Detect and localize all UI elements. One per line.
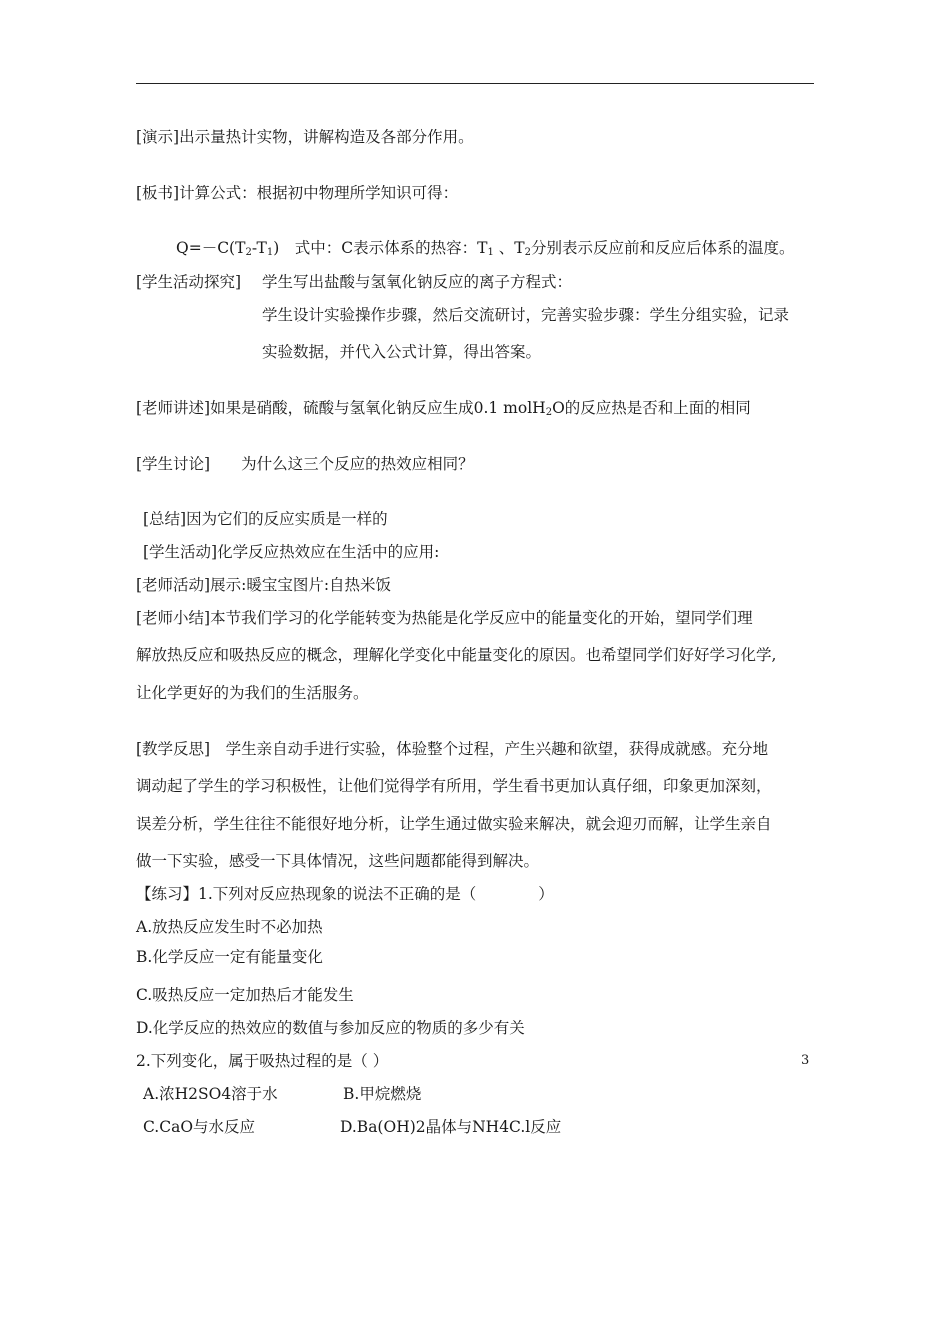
student-activity-line: [学生活动]化学反应热效应在生活中的应用: bbox=[143, 543, 440, 561]
teacher-lecture-sub: 2 bbox=[545, 407, 553, 418]
formula-t2-sub: 2 bbox=[524, 247, 531, 258]
teacher-lecture-b: O的反应热是否和上面的相同 bbox=[552, 399, 751, 417]
reflection-line-2: 调动起了学生的学习积极性，让他们觉得学有所用，学生看书更加认真仔细，印象更加深刻， bbox=[136, 777, 772, 795]
teacher-summary-line-3: 让化学更好的为我们的生活服务。 bbox=[136, 684, 369, 702]
formula-t1-sub: 1 bbox=[487, 247, 494, 258]
header-rule bbox=[136, 83, 814, 84]
formula-mid: -T bbox=[251, 239, 267, 257]
q2-option-a: A.浓H2SO4溶于水 bbox=[143, 1085, 278, 1103]
teacher-lecture-a: [老师讲述]如果是硝酸，硫酸与氢氧化钠反应生成0.1 molH bbox=[136, 399, 546, 417]
q2-option-c: C.CaO与水反应 bbox=[143, 1118, 256, 1136]
q1-option-b: B.化学反应一定有能量变化 bbox=[136, 948, 323, 966]
teacher-summary-line-1: [老师小结]本节我们学习的化学能转变为热能是化学反应中的能量变化的开始，望同学们理 bbox=[136, 609, 753, 627]
reflection-line-4: 做一下实验，感受一下具体情况，这些问题都能得到解决。 bbox=[136, 852, 540, 870]
formula-right: ) 式中：C表示体系的热容：T bbox=[273, 239, 488, 257]
teacher-summary-line-2: 解放热反应和吸热反应的概念，理解化学变化中能量变化的原因。也希望同学们好好学习化学, bbox=[136, 646, 777, 664]
exercise-question-2: 2.下列变化，属于吸热过程的是（ ） bbox=[136, 1052, 389, 1070]
formula-line bbox=[176, 238, 795, 263]
activity-line-1: 学生写出盐酸与氢氧化钠反应的离子方程式： bbox=[262, 273, 573, 291]
q1-option-c: C.吸热反应一定加热后才能发生 bbox=[136, 986, 354, 1004]
summary-line: [总结]因为它们的反应实质是一样的 bbox=[143, 510, 388, 528]
board-line: [板书]计算公式：根据初中物理所学知识可得： bbox=[136, 184, 459, 202]
formula-sub2: 2 bbox=[245, 247, 252, 258]
q1-option-d: D.化学反应的热效应的数值与参加反应的物质的多少有关 bbox=[136, 1019, 525, 1037]
q2-option-d: D.Ba(OH)2晶体与NH4C.l反应 bbox=[340, 1118, 562, 1136]
demo-line: [演示]出示量热计实物，讲解构造及各部分作用。 bbox=[136, 128, 474, 146]
student-discuss-line: [学生讨论] 为什么这三个反应的热效应相同？ bbox=[136, 455, 474, 473]
teacher-activity-line: [老师活动]展示:暖宝宝图片:自热米饭 bbox=[136, 576, 392, 594]
formula-sub1: 1 bbox=[266, 247, 274, 258]
teacher-lecture-line bbox=[136, 398, 751, 423]
formula-end: 分别表示反应前和反应后体系的温度。 bbox=[531, 239, 795, 257]
formula-and: 、T bbox=[493, 239, 525, 257]
formula-left: Q=－C(T bbox=[176, 239, 246, 257]
q1-option-a: A.放热反应发生时不必加热 bbox=[136, 918, 323, 936]
reflection-line-3: 误差分析，学生往往不能很好地分析，让学生通过做实验来解决，就会迎刃而解，让学生亲自 bbox=[136, 815, 772, 833]
exercise-question-1: 【练习】1.下列对反应热现象的说法不正确的是（ ） bbox=[136, 885, 554, 903]
page-number: 3 bbox=[801, 1053, 810, 1068]
activity-line-3: 实验数据，并代入公式计算，得出答案。 bbox=[262, 343, 542, 361]
q2-option-b: B.甲烷燃烧 bbox=[343, 1085, 422, 1103]
reflection-line-1: [教学反思] 学生亲自动手进行实验，体验整个过程，产生兴趣和欲望，获得成就感。充分地 bbox=[136, 740, 769, 758]
activity-line-2: 学生设计实验操作步骤，然后交流研讨，完善实验步骤：学生分组实验，记录 bbox=[262, 306, 790, 324]
activity-label: [学生活动探究] bbox=[136, 273, 242, 291]
